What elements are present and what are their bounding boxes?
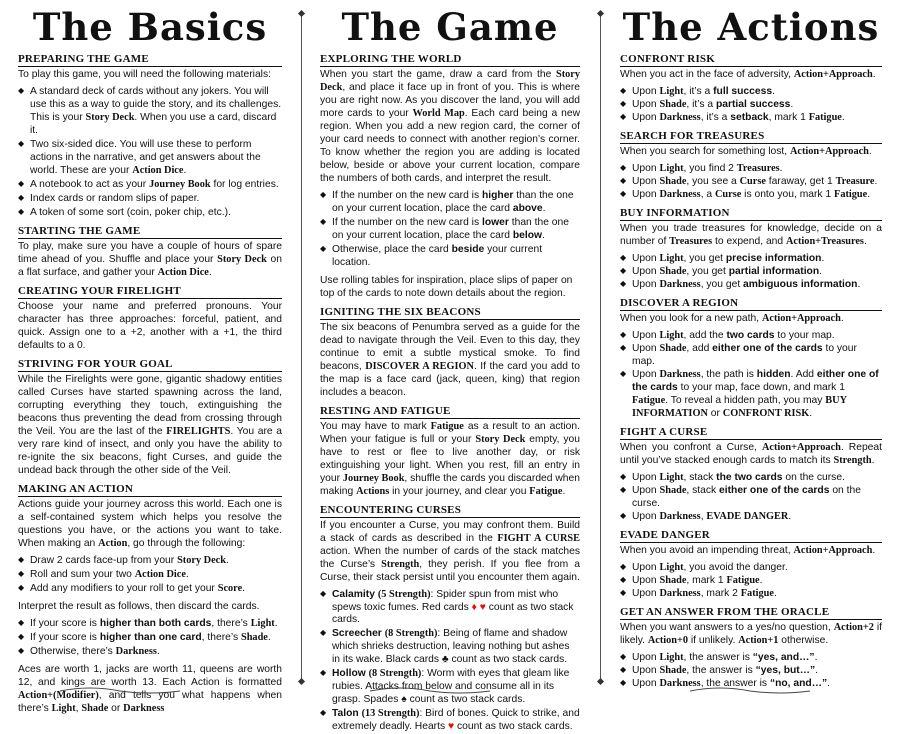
section-heading: BUY INFORMATION (620, 207, 882, 221)
list-item: ◆ Upon Shade, the answer is “yes, but…”. (620, 665, 882, 678)
diamond-icon: ♦ (471, 601, 477, 613)
list-item: ◆ Talon (13 Strength): Bird of bones. Quick to strike, and extremely deadly. Hearts ♥ count as two stack cards. (320, 708, 580, 734)
heart-icon: ♥ (447, 721, 455, 733)
section-heading: EVADE DANGER (620, 529, 882, 543)
list-item: ◆ Otherwise, place the card beside your current location. (320, 244, 580, 270)
list-item: ◆ If the number on the new card is higher than the one on your current location, place the card above. (320, 190, 580, 216)
paragraph: To play, make sure you have a couple of hours of spare time ahead of you. Shuffle and place your Story Deck on a flat surface, and gather your Action Dice. (18, 240, 282, 278)
footer-ornament (0, 683, 900, 695)
section-heading: CREATING YOUR FIRELIGHT (18, 285, 282, 299)
outcome-list (620, 253, 882, 292)
section-heading: STARTING THE GAME (18, 225, 282, 239)
list-item: ◆ Roll and sum your two Action Dice. (18, 569, 282, 582)
curses-list (320, 589, 580, 734)
list-item: ◆ If your score is higher than one card, there’s Shade. (18, 632, 282, 645)
results-list (18, 618, 282, 659)
list-item: ◆ Upon Light, it’s a full success. (620, 86, 882, 99)
paragraph: You may have to mark Fatigue as a result to an action. When your fatigue is full or your Story Deck empty, you have to rest or flee to live another day, or risk extinguishing your light. When you rest, fill an entry in your Journey Book, shuffle the cards you discarded when making Actions in your journey, and clear you Fatigue. (320, 420, 580, 497)
column-divider (600, 14, 601, 681)
club-icon: ♣ (441, 654, 449, 666)
paragraph: The six beacons of Penumbra served as a guide for the dead to navigate through the Veil. Even to this day, they continue to emit a subtle mystical smoke. To find beacons, DISCOVER A REGION. If the card you add to the map is a face card (jack, queen, king) that region includes a beacon. (320, 321, 580, 398)
basics-title: The Basics (32, 5, 268, 49)
paragraph: While the Firelights were gone, gigantic shadowy entities called Curses have started spawning across the land, corrupting everything they touch, extinguishing the beacons thus preventing the dead from crossing through the Veil. You are the last of the FIRELIGHTS. You are a very rare kind of insect, and only you have the ability to re-ignite the six beacons, fight Curses, and guide the undead back through the other side of the Veil. (18, 374, 282, 476)
actions-column (620, 5, 882, 691)
list-item: ◆ Screecher (8 Strength): Being of flame and shadow which shrieks destruction, leaving nothing but ashes in its wake. Black cards ♣ count as two stack cards. (320, 628, 580, 667)
list-item: ◆ Upon Shade, you get partial information. (620, 266, 882, 279)
outcome-list (620, 86, 882, 125)
section-heading: CONFRONT RISK (620, 53, 882, 67)
list-item: ◆ A standard deck of cards without any jokers. You will use this as a way to guide the story, and its challenges. This is your Story Deck. When you use a card, discard it. (18, 86, 282, 138)
list-item: ◆ Calamity (5 Strength): Spider spun from mist who spews toxic fumes. Red cards ♦ ♥ count as two stack cards. (320, 589, 580, 628)
section-heading: PREPARING THE GAME (18, 53, 282, 67)
paragraph: When you trade treasures for knowledge, decide on a number of Treasures to expend, and Action+Treasures. (620, 223, 882, 248)
list-item: ◆ Upon Light, you find 2 Treasures. (620, 163, 882, 176)
heart-icon: ♥ (479, 601, 486, 613)
list-item: ◆ Two six-sided dice. You will use these to perform actions in the narrative, and get answers about the world. These are your Action Dice. (18, 139, 282, 178)
list-item: ◆ Upon Darkness, it’s a setback, mark 1 Fatigue. (620, 112, 882, 125)
placement-list (320, 190, 580, 270)
paragraph: When you avoid an impending threat, Action+Approach. (620, 545, 876, 557)
column-divider (301, 14, 302, 681)
list-item: ◆ Upon Shade, mark 1 Fatigue. (620, 575, 882, 588)
section-heading: RESTING AND FATIGUE (320, 405, 580, 419)
paragraph: Interpret the result as follows, then discard the cards. (18, 600, 260, 612)
paragraph: To play this game, you will need the following materials: (18, 69, 271, 81)
section-heading: MAKING AN ACTION (18, 483, 282, 497)
list-item: ◆ Upon Darkness, mark 2 Fatigue. (620, 588, 882, 601)
list-item: ◆ Add any modifiers to your roll to get your Score. (18, 583, 282, 596)
list-item: ◆ Upon Light, add the two cards to your map. (620, 330, 882, 343)
paragraph: Choose your name and preferred pronouns. Your character has three approaches: forceful, patient, and quick. Assign one to a +2, another with a +1, the third defaults to a 0. (18, 300, 282, 351)
paragraph: When you act in the face of adversity, Action+Approach. (620, 69, 876, 81)
list-item: ◆ Upon Darkness, the answer is “no, and…”. (620, 678, 882, 691)
list-item: ◆ If the number on the new card is lower than the one on your current location, place the card below. (320, 217, 580, 243)
list-item: ◆ Upon Darkness, EVADE DANGER. (620, 511, 882, 524)
section-heading: EXPLORING THE WORLD (320, 53, 580, 67)
paragraph: If you encounter a Curse, you may confront them. Build a stack of cards as described in the FIGHT A CURSE action. When the number of cards of the stack matches the Curse’s Strength, they perish. If you flee from a Curse, their stack persist until you encounter them again. (320, 519, 580, 583)
list-item: ◆ Upon Light, the answer is “yes, and…”. (620, 652, 882, 665)
paragraph: When you look for a new path, Action+Approach. (620, 313, 844, 325)
paragraph: When you confront a Curse, Action+Approach. Repeat until you’ve stacked enough cards to match its Strength. (620, 442, 882, 467)
section-heading: STRIVING FOR YOUR GOAL (18, 358, 282, 372)
section-heading: SEARCH FOR TREASURES (620, 130, 882, 144)
paragraph: Aces are worth 1, jacks are worth 11, queens are worth 12, and kings are worth 13. Each Action is formatted Action+(Modifier), and tells you what happens when there’s Light, Shade or Darkness (18, 663, 282, 714)
list-item: ◆ Hollow (8 Strength): Worm with eyes that gleam like rubies. Attacks from below and consume all in its grasp. Spades ♠ count as two stack cards. (320, 668, 580, 707)
outcome-list (620, 562, 882, 601)
section-heading: IGNITING THE SIX BEACONS (320, 306, 580, 320)
basics-column (18, 5, 282, 714)
paragraph: Actions guide your journey across this world. Each one is a self-contained system which helps you resolve the questions you have, or the actions you want to take. When making an Action, go through the following: (18, 498, 282, 549)
action-steps-list (18, 555, 282, 596)
list-item: ◆ Upon Shade, it’s a partial success. (620, 99, 882, 112)
list-item: ◆ Upon Light, stack the two cards on the curse. (620, 472, 882, 485)
section-heading: FIGHT A CURSE (620, 426, 882, 440)
list-item: ◆ Otherwise, there’s Darkness. (18, 646, 282, 659)
materials-list (18, 86, 282, 220)
outcome-list (620, 472, 882, 524)
list-item: ◆ Upon Light, you get precise information. (620, 253, 882, 266)
actions-title: The Actions (622, 5, 880, 49)
outcome-list (620, 163, 882, 202)
ornament-flourish-icon (0, 683, 900, 695)
list-item: ◆ Draw 2 cards face-up from your Story Deck. (18, 555, 282, 568)
section-heading: GET AN ANSWER FROM THE ORACLE (620, 606, 882, 620)
list-item: ◆ If your score is higher than both cards, there’s Light. (18, 618, 282, 631)
list-item: ◆ Upon Shade, add either one of the cards to your map. (620, 343, 882, 369)
list-item: ◆ Upon Darkness, you get ambiguous information. (620, 279, 882, 292)
game-column (320, 5, 580, 733)
list-item: ◆ Upon Shade, stack either one of the cards on the curse. (620, 485, 882, 511)
list-item: ◆ Upon Shade, you see a Curse faraway, get 1 Treasure. (620, 176, 882, 189)
list-item: ◆ Upon Darkness, the path is hidden. Add either one of the cards to your map, face down, and mark 1 Fatigue. To reveal a hidden path, you may BUY INFORMATION or CONFRONT RISK. (620, 369, 882, 421)
list-item: ◆ Upon Darkness, a Curse is onto you, mark 1 Fatigue. (620, 189, 882, 202)
paragraph: When you want answers to a yes/no question, Action+2 if likely. Action+0 if unlikely. Action+1 otherwise. (620, 622, 882, 647)
list-item: ◆ A token of some sort (coin, poker chip, etc.). (18, 207, 282, 220)
outcome-list (620, 330, 882, 421)
paragraph: When you search for something lost, Action+Approach. (620, 146, 872, 158)
section-heading: DISCOVER A REGION (620, 297, 882, 311)
paragraph: Use rolling tables for inspiration, place slips of paper on top of the cards to note down details about the region. (320, 274, 573, 299)
paragraph: When you start the game, draw a card from the Story Deck, and place it face up in front of you. This is where you are right now. As you discover the land, you will add more cards to your World Map. Each card being a new region. When you add a new region card, the corner of your card needs to connect with another region’s corner. To know whether the region you are adding is located below, beside or above your current location, compare the numbers of both cards, and interpret the result. (320, 69, 580, 184)
game-title: The Game (341, 5, 559, 49)
list-item: ◆ Index cards or random slips of paper. (18, 193, 282, 206)
list-item: ◆ Upon Light, you avoid the danger. (620, 562, 882, 575)
spade-icon: ♠ (401, 694, 407, 706)
section-heading: ENCOUNTERING CURSES (320, 504, 580, 518)
list-item: ◆ A notebook to act as your Journey Book for log entries. (18, 179, 282, 192)
